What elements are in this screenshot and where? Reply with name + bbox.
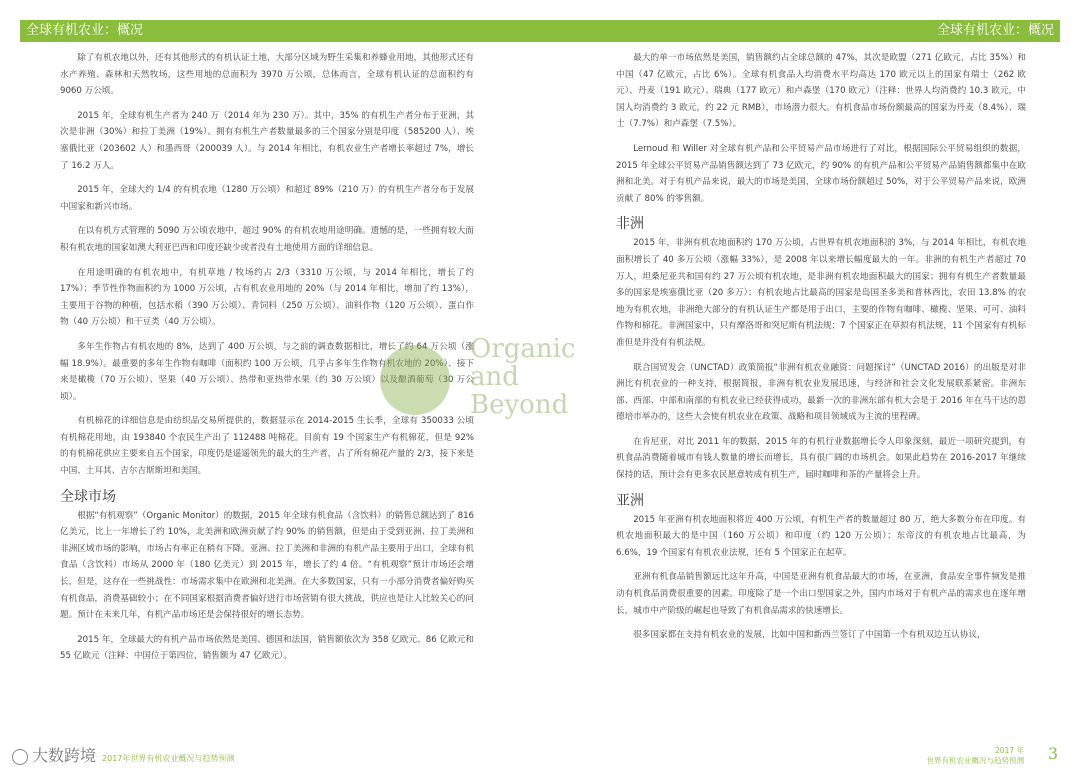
paragraph: 2015 年亚洲有机农地面积将近 400 万公顷，有机生产者的数量超过 80 万，绝大多数分布在印度。有机农地面积最大的是中国（160 万公顷）和印度（约 120 万公顷）；东帝汶的有机农地占比最高，为 6.6%，19 个国家有有机农业法规，还有 5 个国家正在起草。: [616, 514, 1026, 558]
right-content: [616, 50, 1026, 652]
footer-title: 世界有机农业概况与趋势预测: [926, 756, 1024, 765]
paragraph: 在用途明确的有机农地中，有机草地 / 牧场约占 2/3（3310 万公顷，与 2014 年相比，增长了约 17%）；季节性作物面积约为 1000 万公顷，占有机农业用地的 20%（与 2014 年相比，增加了约 13%），主要用于谷物的种植，包括水稻（390 万公顷）、青饲料（250 万公顷）、油料作物（120 万公顷）、蛋白作物（40 万公顷）和干豆类（40 万公顷）。: [60, 267, 474, 328]
footer-year: 2017 年: [995, 746, 1024, 755]
watermark-line-2: and: [470, 362, 519, 392]
paragraph: 最大的单一市场依然是美国，销售额约占全球总额的 47%，其次是欧盟（271 亿欧元，占比 35%）和中国（47 亿欧元，占比 6%）。全球有机食品人均消费水平均高达 170 欧元以上的国家有瑞士（262 欧元）、丹麦（191 欧元）、瑞典（177 欧元）和卢森堡（170 欧元）（注释：世界人均消费约 10.3 欧元，中国人均消费约 3 欧元，约 22 元 RMB），市场潜力很大。有机食品市场份额最高的国家为丹麦（8.4%）、瑞士（7.7%）和卢森堡（7.5%）。: [616, 53, 1026, 130]
right-page: [540, 0, 1080, 780]
paragraph: 多年生作物占有机农地的 8%，达到了 400 万公顷，与之前的调查数据相比，增长了约 64 万公顷（涨幅 18.9%）。最重要的多年生作物有咖啡（面积约 100 万公顷，几乎占多年生作物有机农地的 20%）、接下来是橄榄（70 万公顷）、坚果（40 万公顷）、热带和亚热带水果（约 30 万公顷）以及酿酒葡萄（30 万公顷）。: [60, 341, 474, 402]
watermark-line-1: Organic: [470, 334, 576, 364]
footer-right: [927, 746, 1025, 766]
paragraph: 根据“有机观察”（Organic Monitor）的数据，2015 年全球有机食品（含饮料）的销售总额达到了 816 亿美元，比上一年增长了约 10%，北美洲和欧洲贡献了约 90% 的销售额，但是由于受到亚洲、拉丁美洲和非洲区域市场的影响，市场占有率正在稍有下降。亚洲、拉丁美洲和非洲的有机产品主要用于出口，全球有机食品（含饮料）市场从 2000 年（180 亿美元）到 2015 年，增长了约 4 倍。“有机观察”预计市场还会增长，但是，这存在一些挑战性：市场需求集中在欧洲和北美洲。在大多数国家，只有一小部分消费者偏好购买有机食品，消费基础较小；在不同国家根据消费者偏好进行市场营销有很大挑战，供应也是让人比较关心的问题。预计在未来几年，有机产品市场还是会保持很好的增长态势。: [60, 510, 474, 621]
paragraph: Lernoud 和 Willer 对全球有机产品和公平贸易产品市场进行了对比，根据国际公平贸易组织的数据，2015 年全球公平贸易产品销售额达到了 73 亿欧元，约 90% 的有机产品和公平贸易产品销售额都集中在欧洲和北美。对于有机产品来说，最大的市场是美国，全球市场份额超过 50%，对于公平贸易产品来说，欧洲贡献了 80% 的零售额。: [616, 143, 1026, 204]
paragraph: 联合国贸发会（UNCTAD）政策简报“非洲有机农业融资：问题探讨”（UNCTAD 2016）的出版是对非洲比有机农业的一种支持，根据简报，非洲有机农业发展迅速，与经济和社会文化发展联系紧密。非洲东部、西部、中部和南部的有机农业已经获得成功，最新一次的非洲东部有机大会是于 2016 年在马干达的恩德培市举办的，这些大会使有机农业在政策、战略和项目领域成为主流的里程碑。: [616, 362, 1026, 423]
paragraph: 在以有机方式管理的 5090 万公顷农地中，超过 90% 的有机农地用途明确。遗憾的是，一些拥有较大面积有机农地的国家如澳大利亚巴西和印度还缺少或者没有土地使用方面的详细信息。: [60, 226, 474, 253]
footer-brand-text: 大数跨境: [32, 746, 97, 765]
section-title-market: 全球市场: [60, 488, 116, 505]
paragraph: 2015 年，全球大约 1/4 的有机农地（1280 万公顷）和超过 89%（210 万）的有机生产者分布于发展中国家和新兴市场。: [60, 185, 474, 212]
page-number: 3: [1047, 744, 1058, 763]
paragraph: 在肯尼亚，对比 2011 年的数据，2015 年的有机行业数据增长令人印象深刻，最近一项研究提到，有机食品消费随着城市有钱人数量的增长而增长，具有很广阔的市场机会。如果此趋势在 2016-2017 年继续保持的话，预计会有更多农民愿意转成有机生产，届时咖啡和茶的产量将会上升。: [616, 436, 1026, 481]
paragraph: 亚洲有机食品销售额远比这年升高，中国是亚洲有机食品最大的市场，在亚洲，食品安全事件频发是推动有机食品消费很重要的因素。印度除了是一个出口型国家之外，国内市场对于有机产品的需求也在逐年增长，城市中产阶级的崛起也导致了有机食品需求的快速增长。: [616, 572, 1026, 616]
header-bar-right: 全球有机农业：概况: [540, 20, 1060, 42]
paragraph: 2015 年，全球有机生产者为 240 万（2014 年为 230 万）。其中，35% 的有机生产者分布于亚洲，其次是非洲（30%）和拉丁美洲（19%）。拥有有机生产者数量最多的三个国家分别是印度（585200 人）、埃塞俄比亚（203602 人）和墨西哥（200039 人）。与 2014 年相比，有机农业生产者增长率超过 7%，增长了 16.2 万人。: [60, 110, 474, 171]
section-title-africa: 非洲: [616, 216, 644, 233]
paragraph: 2015 年，非洲有机农地面积约 170 万公顷，占世界有机农地面积的 3%，与 2014 年相比，有机农地面积增长了 40 多万公顷（涨幅 33%），是 2008 年以来增长幅度最大的一年。非洲的有机生产者超过 70 万人，坦桑尼亚共和国有约 27 万公顷有机农地，是非洲有机农地面积最大的国家；拥有有机生产者数量最多的国家是埃塞俄比亚（20 多万）；有机农地占比最高的国家是岛国圣多美和普林西比，农田 13.8% 的农地为有机农地，非洲绝大部分的有机认证生产都是用于出口，主要的作物有咖啡、橄榄、坚果、可可、油料作物和棉花。非洲国家中，只有摩洛哥和突尼斯有机法规；7 个国家正在草拟有机法规，11 个国家有有机标准但是并没有有机法规。: [616, 238, 1026, 348]
section-title-asia: 亚洲: [616, 492, 644, 509]
footer-sub: 2017年世界有机农业概况与趋势预测: [102, 754, 235, 763]
paragraph: 2015 年，全球最大的有机产品市场依然是美国、德国和法国，销售额依次为 358 亿欧元、86 亿欧元和 55 亿欧元（注释：中国位于第四位，销售额为 47 亿欧元）。: [60, 634, 474, 662]
brand-logo-icon: [12, 749, 28, 765]
paragraph: 很多国家都在支持有机农业的发展，比如中国和新西兰签订了中国第一个有机双边互认协议，: [633, 630, 986, 641]
header-bar-left: 全球有机农业：概况: [20, 20, 540, 42]
paragraph: 有机棉花的详细信息是由纺织品交易所提供的，数据显示在 2014-2015 生长季，全球有 350033 公顷有机棉花用地，由 193840 个农民生产出了 112488 吨棉花。目前有 19 个国家生产有机棉花，但是 92% 的有机棉花供应主要来自五个国家，印度仍是遥遥领先的最大的生产者，占了所有棉花产量的 2/3，接下来是中国、土耳其、吉尔吉斯斯坦和美国。: [60, 416, 474, 477]
paragraph: 除了有机农地以外，还有其他形式的有机认证土地，大部分区域为野生采集和养蜂业用地，其他形式还有水产养殖、森林和天然牧场，这些用地的总面积为 3970 万公顷，总体而言，全球有机认证的总面积约有 9060 万公顷。: [60, 53, 474, 97]
left-content: [60, 50, 474, 673]
watermark-line-3: Beyond: [470, 390, 569, 420]
footer-brand: [12, 743, 234, 766]
